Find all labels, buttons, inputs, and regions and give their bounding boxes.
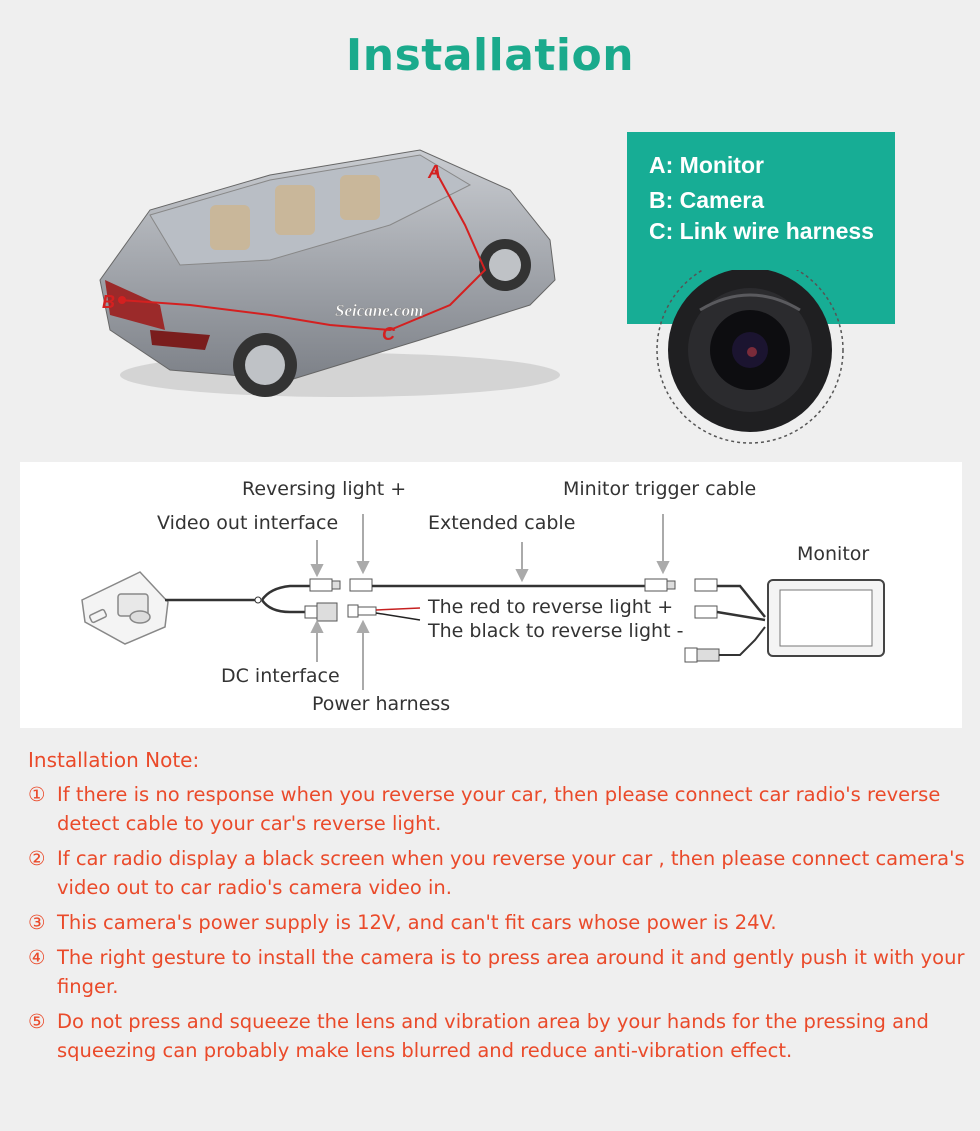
camera-photo bbox=[640, 270, 880, 450]
watermark: Seicane.com bbox=[335, 301, 424, 320]
note-item bbox=[28, 1007, 968, 1065]
label-minitor-trigger: Minitor trigger cable bbox=[563, 478, 757, 500]
label-video-out: Video out interface bbox=[157, 512, 339, 534]
installation-notes bbox=[28, 748, 968, 1071]
note-text: This camera's power supply is 12V, and can't fit cars whose power is 24V. bbox=[57, 911, 777, 934]
legend-item-camera: B: Camera bbox=[649, 187, 765, 213]
note-number: ① bbox=[28, 783, 46, 806]
note-item bbox=[28, 908, 968, 937]
note-text: Do not press and squeeze the lens and vibration area by your hands for the pressing and squeezing can probably make lens blurred and reduce anti-vibration effect. bbox=[57, 1010, 929, 1062]
label-black-wire: The black to reverse light - bbox=[428, 620, 684, 642]
notes-heading: Installation Note: bbox=[28, 748, 200, 772]
note-number: ② bbox=[28, 847, 46, 870]
wiring-diagram bbox=[20, 462, 962, 728]
note-number: ⑤ bbox=[28, 1010, 46, 1033]
label-power-harness: Power harness bbox=[312, 693, 451, 715]
note-text: The right gesture to install the camera is to press area around it and gently push it with your finger. bbox=[57, 946, 965, 998]
note-item bbox=[28, 844, 968, 902]
note-number: ④ bbox=[28, 946, 46, 969]
legend-item-monitor: A: Monitor bbox=[649, 152, 764, 178]
label-red-wire: The red to reverse light + bbox=[428, 596, 674, 618]
note-number: ③ bbox=[28, 911, 46, 934]
car-illustration bbox=[90, 130, 570, 420]
camera-lens-drawing bbox=[640, 270, 880, 450]
page-title: Installation bbox=[345, 30, 635, 81]
car-drawing bbox=[90, 130, 570, 420]
legend-item-harness: C: Link wire harness bbox=[649, 218, 874, 244]
wiring-lines bbox=[20, 462, 962, 728]
label-extended-cable: Extended cable bbox=[428, 512, 576, 534]
label-dc-interface: DC interface bbox=[221, 665, 340, 687]
note-item bbox=[28, 943, 968, 1001]
marker-a: A bbox=[428, 162, 441, 182]
note-text: If car radio display a black screen when you reverse your car , then please connect camera's video out to car radio's camera video in. bbox=[57, 847, 965, 899]
marker-c: C bbox=[382, 324, 395, 344]
marker-b: B bbox=[102, 292, 115, 312]
note-item bbox=[28, 780, 968, 838]
rear-camera-icon bbox=[82, 572, 168, 644]
label-reversing-light: Reversing light + bbox=[242, 478, 407, 500]
label-monitor: Monitor bbox=[797, 543, 870, 565]
note-text: If there is no response when you reverse your car, then please connect car radio's reverse detect cable to your car's reverse light. bbox=[57, 783, 941, 835]
